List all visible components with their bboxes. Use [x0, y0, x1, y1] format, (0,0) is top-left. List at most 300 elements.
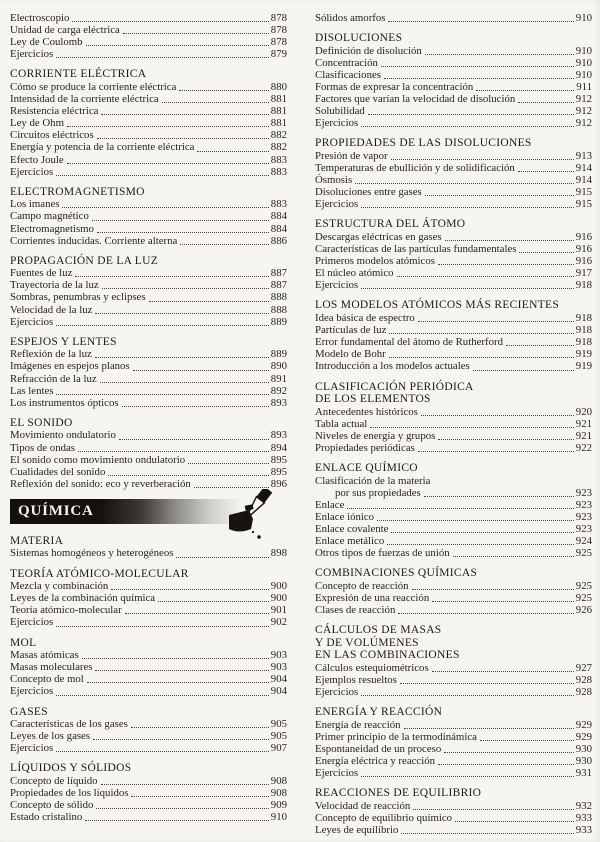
toc-entry — [10, 592, 287, 604]
section-heading: GASES — [10, 705, 48, 718]
toc-section — [10, 706, 287, 755]
toc-entry-page: 916 — [575, 243, 592, 256]
dotted-leader — [149, 301, 269, 302]
toc-entry — [10, 718, 287, 730]
section-heading: LÍQUIDOS Y SÓLIDOS — [10, 762, 132, 775]
toc-entry — [315, 523, 592, 535]
toc-entry — [315, 57, 592, 69]
toc-entry-page: 895 — [270, 465, 287, 478]
dotted-leader — [361, 776, 574, 777]
toc-entry-label: Espontaneidad de un proceso — [315, 743, 442, 756]
toc-entry-page: 882 — [270, 129, 287, 142]
toc-entry — [10, 673, 287, 685]
toc-section — [10, 568, 287, 629]
toc-section — [315, 381, 592, 455]
dotted-leader — [445, 240, 574, 241]
toc-entry-page: 910 — [575, 68, 592, 81]
toc-entry-page: 922 — [575, 442, 592, 454]
toc-entry — [10, 799, 287, 811]
dotted-leader — [194, 487, 269, 488]
toc-entry — [315, 243, 592, 255]
dotted-leader — [361, 126, 574, 127]
dotted-leader — [78, 451, 269, 452]
toc-entry — [10, 235, 287, 247]
toc-section — [315, 218, 592, 291]
dotted-leader — [56, 175, 269, 176]
toc-entry — [315, 45, 592, 57]
toc-entry — [10, 304, 287, 316]
toc-entry-label: Ejercicios — [315, 117, 359, 130]
dotted-leader — [391, 159, 574, 160]
toc-entry — [10, 580, 287, 592]
toc-entry — [10, 385, 287, 397]
dotted-leader — [401, 833, 573, 834]
section-heading: PROPAGACIÓN DE LA LUZ — [10, 254, 159, 267]
toc-entry — [315, 117, 592, 129]
toc-entry-label: Trayectoria de la luz — [10, 279, 99, 292]
toc-entry — [315, 81, 592, 93]
toc-entry-label: Ley de Coulomb — [10, 36, 83, 49]
toc-entry-label: Características de las partículas fundamentales — [315, 243, 517, 256]
toc-entry-page: 921 — [575, 417, 592, 430]
toc-entry — [315, 198, 592, 210]
dotted-leader — [162, 102, 269, 103]
dotted-leader — [85, 820, 269, 821]
toc-entry-label: Estado cristalino — [10, 811, 83, 824]
dotted-leader — [97, 138, 269, 139]
dotted-leader — [418, 321, 574, 322]
dotted-leader — [412, 589, 574, 590]
toc-entry-page: 933 — [575, 824, 592, 837]
toc-entry-label: Cálculos estequiométricos — [315, 662, 429, 674]
toc-entry-page: 926 — [575, 604, 592, 617]
toc-entry-page: 889 — [270, 348, 287, 361]
dotted-leader — [432, 671, 574, 672]
toc-entry-label: Ejercicios — [10, 616, 54, 629]
dotted-leader — [398, 613, 573, 614]
dotted-leader — [389, 357, 574, 358]
toc-entry-page: 918 — [575, 312, 592, 325]
toc-entry — [315, 267, 592, 279]
dotted-leader — [56, 394, 268, 395]
dotted-leader — [56, 695, 269, 696]
toc-entry — [315, 800, 592, 812]
toc-entry-label: Ejercicios — [315, 686, 359, 699]
toc-entry — [10, 649, 287, 661]
toc-entry-page: 918 — [575, 336, 592, 349]
toc-entry — [315, 547, 592, 559]
toc-entry-label: Concentración — [315, 56, 378, 69]
toc-entry-page: 925 — [575, 579, 592, 592]
dotted-leader — [95, 357, 269, 358]
toc-section — [315, 137, 592, 210]
dotted-leader — [111, 589, 268, 590]
toc-entry-page: 881 — [270, 93, 287, 106]
toc-entry-label: Los instrumentos ópticos — [10, 396, 119, 409]
toc-entry — [315, 580, 592, 592]
dotted-leader — [133, 370, 269, 371]
toc-entry — [10, 442, 287, 454]
toc-entry — [10, 316, 287, 328]
section-heading: Y DE VOLÚMENES — [315, 636, 419, 649]
toc-entry-page: 891 — [270, 372, 287, 385]
toc-entry-page: 925 — [575, 592, 592, 605]
toc-entry — [315, 442, 592, 454]
toc-entry-page: 881 — [270, 117, 287, 130]
toc-entry — [10, 466, 287, 478]
toc-section — [10, 336, 287, 409]
section-heading: TEORÍA ATÓMICO-MOLECULAR — [10, 567, 189, 580]
dotted-leader — [368, 114, 574, 115]
section-heading: EL SONIDO — [10, 416, 73, 429]
toc-entry-label: Ley de Ohm — [10, 117, 64, 130]
toc-entry-page: 902 — [270, 616, 287, 629]
toc-entry — [10, 348, 287, 360]
toc-entry-label: Fuentes de luz — [10, 267, 73, 280]
toc-section — [315, 12, 592, 24]
toc-entry — [10, 24, 287, 36]
dotted-leader — [476, 90, 574, 91]
toc-entry-page: 904 — [270, 685, 287, 698]
toc-entry-label: Circuitos eléctricos — [10, 129, 94, 142]
toc-entry-page: 883 — [270, 153, 287, 166]
dotted-leader — [101, 114, 268, 115]
toc-entry-label: Sólidos amorfos — [315, 12, 386, 24]
toc-entry-label: Niveles de energía y grupos — [315, 429, 436, 442]
chapter-banner — [10, 499, 287, 525]
toc-entry — [315, 767, 592, 779]
toc-entry — [10, 141, 287, 153]
toc-entry-page: 878 — [270, 12, 287, 24]
toc-entry-label: Cómo se produce la corriente eléctrica — [10, 80, 177, 93]
toc-entry-label: Electromagnetismo — [10, 222, 94, 235]
toc-entry — [315, 150, 592, 162]
toc-entry — [315, 731, 592, 743]
toc-entry-label: Mezcla y combinación — [10, 580, 109, 593]
dotted-leader — [75, 276, 268, 277]
toc-entry-label: Temperaturas de ebullición y de solidificación — [315, 162, 515, 175]
dotted-leader — [389, 333, 573, 334]
toc-section — [10, 186, 287, 247]
toc-entry-page: 900 — [270, 580, 287, 593]
dotted-leader — [56, 57, 269, 58]
toc-entry-label: Los imanes — [10, 198, 60, 211]
toc-entry — [315, 686, 592, 698]
toc-entry-page: 920 — [575, 405, 592, 418]
toc-entry-label: Enlace — [315, 498, 345, 511]
toc-entry-page: 913 — [575, 149, 592, 162]
toc-entry — [315, 418, 592, 430]
toc-entry-page: 910 — [575, 44, 592, 57]
toc-entry-page: 894 — [270, 441, 287, 454]
toc-entry-label: Refracción de la luz — [10, 372, 97, 385]
toc-entry-label: Resistencia eléctrica — [10, 105, 99, 118]
toc-entry-label: Formas de expresar la concentración — [315, 80, 474, 93]
toc-entry-page: 912 — [575, 93, 592, 106]
toc-entry-label: Propiedades de los líquidos — [10, 787, 129, 800]
ink-bottle-pen-icon — [219, 489, 275, 543]
toc-entry-page: 928 — [575, 686, 592, 699]
toc-entry-label: Leyes de equilibrio — [315, 824, 399, 837]
dotted-leader — [131, 727, 269, 728]
toc-entry-page: 901 — [270, 604, 287, 617]
dotted-leader — [95, 670, 268, 671]
dotted-leader — [131, 796, 268, 797]
toc-entry-page: 905 — [270, 718, 287, 731]
toc-entry-page: 917 — [575, 267, 592, 280]
toc-entry — [315, 255, 592, 267]
toc-columns — [10, 12, 592, 836]
dotted-leader — [432, 601, 574, 602]
toc-entry — [10, 787, 287, 799]
toc-entry-label: Concepto de mol — [10, 673, 84, 686]
toc-entry-label: Efecto Joule — [10, 153, 64, 166]
toc-entry-page: 923 — [575, 486, 592, 499]
section-heading: DISOLUCIONES — [315, 32, 403, 45]
toc-entry — [315, 174, 592, 186]
toc-entry-page: 918 — [575, 279, 592, 292]
dotted-leader — [355, 183, 574, 184]
toc-entry-label: Masas moleculares — [10, 661, 93, 674]
toc-entry-label: Concepto de equilibrio químico — [315, 812, 453, 825]
dotted-leader — [424, 496, 574, 497]
toc-entry — [315, 719, 592, 731]
toc-entry-label: El núcleo atómico — [315, 267, 394, 280]
toc-entry — [10, 210, 287, 222]
toc-entry-label: Velocidad de la luz — [10, 303, 93, 316]
toc-entry-label: Sombras, penumbras y eclipses — [10, 291, 146, 304]
dotted-leader — [413, 809, 573, 810]
dotted-leader — [67, 163, 269, 164]
toc-entry-page: 928 — [575, 674, 592, 687]
toc-entry — [10, 811, 287, 823]
toc-entry-page: 910 — [270, 811, 287, 824]
toc-entry-page: 915 — [575, 198, 592, 211]
toc-entry-label: Ejercicios — [315, 767, 359, 780]
toc-entry — [10, 685, 287, 697]
dotted-leader — [418, 451, 574, 452]
section-heading: LOS MODELOS ATÓMICOS MÁS RECIENTES — [315, 299, 560, 312]
toc-entry-label: Clases de reacción — [315, 604, 396, 617]
toc-entry — [10, 291, 287, 303]
toc-entry-page: 905 — [270, 730, 287, 743]
toc-entry-page: 904 — [270, 673, 287, 686]
toc-section — [315, 624, 592, 698]
toc-entry-page: 929 — [575, 718, 592, 731]
toc-entry-page: 924 — [575, 535, 592, 548]
toc-entry-page: 895 — [270, 453, 287, 466]
toc-entry-label: Descargas eléctricas en gases — [315, 231, 442, 243]
dotted-leader — [361, 695, 574, 696]
toc-entry-label: Unidad de carga eléctrica — [10, 24, 120, 37]
toc-entry — [10, 48, 287, 60]
dotted-leader — [388, 21, 573, 22]
section-heading: PROPIEDADES DE LAS DISOLUCIONES — [315, 137, 532, 150]
dotted-leader — [518, 171, 574, 172]
toc-entry — [10, 279, 287, 291]
toc-entry-label: Enlace covalente — [315, 523, 389, 536]
toc-entry — [10, 154, 287, 166]
toc-entry-page: 914 — [575, 174, 592, 187]
toc-entry-page: 878 — [270, 24, 287, 37]
toc-section — [315, 787, 592, 836]
toc-entry-label: Primeros modelos atómicos — [315, 255, 435, 268]
toc-entry — [315, 12, 592, 24]
toc-entry — [10, 604, 287, 616]
toc-entry-page: 889 — [270, 315, 287, 328]
toc-entry-page: 919 — [575, 348, 592, 361]
toc-entry-label: Enlace metálico — [315, 535, 385, 548]
toc-entry-label: Ejercicios — [10, 685, 54, 698]
toc-entry-label: Ejemplos resueltos — [315, 674, 397, 687]
toc-entry-page: 896 — [270, 477, 287, 490]
toc-entry-label: Imágenes en espejos planos — [10, 360, 130, 373]
dotted-leader — [347, 508, 573, 509]
toc-entry — [315, 324, 592, 336]
toc-entry-page: 914 — [575, 162, 592, 175]
toc-entry-page: 923 — [575, 498, 592, 511]
toc-entry-page: 908 — [270, 787, 287, 800]
toc-entry-label: Antecedentes históricos — [315, 405, 418, 418]
toc-entry — [10, 93, 287, 105]
toc-entry — [10, 12, 287, 24]
toc-entry-label: Reflexión de la luz — [10, 348, 92, 361]
toc-entry-page: 900 — [270, 592, 287, 605]
toc-entry-label: Ejercicios — [315, 198, 359, 211]
toc-entry-label: Teoría atómico-molecular — [10, 604, 122, 617]
dotted-leader — [387, 544, 574, 545]
toc-entry-page: 916 — [575, 231, 592, 243]
toc-entry-page: 883 — [270, 165, 287, 178]
dotted-leader — [123, 33, 269, 34]
toc-entry-page: 882 — [270, 141, 287, 154]
dotted-leader — [197, 151, 268, 152]
toc-entry — [315, 231, 592, 243]
toc-entry-label: Definición de disolución — [315, 44, 422, 57]
dotted-leader — [100, 382, 269, 383]
toc-entry — [315, 430, 592, 442]
toc-entry-label: Energía de reacción — [315, 718, 401, 731]
dotted-leader — [97, 232, 269, 233]
toc-entry-page: 903 — [270, 661, 287, 674]
toc-entry — [10, 105, 287, 117]
section-heading: MOL — [10, 636, 37, 649]
dotted-leader — [56, 751, 269, 752]
toc-entry — [315, 360, 592, 372]
toc-entry-page: 893 — [270, 396, 287, 409]
toc-entry-label: Movimiento ondulatorio — [10, 429, 116, 442]
toc-entry-page: 923 — [575, 510, 592, 523]
toc-section — [315, 567, 592, 616]
toc-entry — [315, 475, 592, 487]
dotted-leader — [95, 313, 268, 314]
section-heading: CÁLCULOS DE MASAS — [315, 624, 442, 637]
dotted-leader — [93, 739, 269, 740]
toc-entry-label: Velocidad de reacción — [315, 799, 411, 812]
toc-entry — [315, 535, 592, 547]
dotted-leader — [179, 90, 268, 91]
section-heading: CORRIENTE ELÉCTRICA — [10, 68, 147, 81]
toc-entry-label: Clasificación de la materia — [315, 474, 431, 487]
toc-entry-page: 881 — [270, 105, 287, 118]
toc-section — [10, 417, 287, 490]
toc-section — [315, 462, 592, 559]
toc-entry-label: Ejercicios — [10, 165, 54, 178]
toc-entry-page: 912 — [575, 117, 592, 130]
dotted-leader — [453, 556, 574, 557]
toc-entry-label: Masas atómicas — [10, 649, 79, 662]
dotted-leader — [125, 613, 269, 614]
chapter-title: QUÍMICA — [18, 502, 94, 519]
toc-entry-page: 925 — [575, 547, 592, 560]
section-heading: CLASIFICACIÓN PERIÓDICA — [315, 380, 474, 393]
toc-entry — [315, 755, 592, 767]
toc-entry — [315, 105, 592, 117]
toc-entry — [315, 812, 592, 824]
toc-entry-page: 930 — [575, 743, 592, 756]
toc-entry-label: Energía eléctrica y reacción — [315, 755, 435, 768]
dotted-leader — [119, 439, 269, 440]
toc-entry-page: 908 — [270, 774, 287, 787]
toc-entry-label: Corrientes inducidas. Corriente alterna — [10, 234, 178, 247]
toc-entry-page: 884 — [270, 210, 287, 223]
toc-section — [10, 255, 287, 328]
toc-entry — [10, 36, 287, 48]
dotted-leader — [62, 207, 268, 208]
toc-entry-label: Características de los gases — [10, 718, 128, 731]
dotted-leader — [506, 345, 574, 346]
toc-entry — [10, 223, 287, 235]
toc-entry-page: 888 — [270, 303, 287, 316]
toc-entry-label: Idea básica de espectro — [315, 312, 415, 325]
section-heading: REACCIONES DE EQUILIBRIO — [315, 787, 482, 800]
toc-entry-page: 878 — [270, 36, 287, 49]
dotted-leader — [108, 475, 268, 476]
toc-entry — [10, 661, 287, 673]
toc-entry — [10, 547, 287, 559]
toc-entry — [10, 198, 287, 210]
toc-entry — [10, 397, 287, 409]
toc-entry-page: 898 — [270, 547, 287, 560]
dotted-leader — [444, 752, 574, 753]
toc-entry-label: Primer principio de la termodinámica — [315, 730, 477, 743]
toc-entry-label: Reflexión del sonido: eco y reverberación — [10, 477, 191, 490]
dotted-leader — [56, 626, 269, 627]
dotted-leader — [72, 21, 268, 22]
toc-entry-page: 912 — [575, 105, 592, 118]
toc-entry-label: Leyes de los gases — [10, 730, 91, 743]
toc-entry-page: 921 — [575, 429, 592, 442]
toc-entry-label: por sus propiedades — [335, 486, 421, 499]
toc-entry-label: Leyes de la combinación química — [10, 592, 156, 605]
toc-entry — [315, 406, 592, 418]
toc-entry-label: Modelo de Bohr — [315, 348, 386, 361]
toc-entry-page: 887 — [270, 267, 287, 280]
toc-entry-page: 911 — [576, 80, 592, 93]
toc-entry — [10, 730, 287, 742]
dotted-leader — [425, 195, 574, 196]
toc-entry — [10, 616, 287, 628]
section-heading: MATERIA — [10, 534, 64, 547]
dotted-leader — [438, 264, 574, 265]
toc-entry-label: Presión de vapor — [315, 149, 388, 162]
toc-entry-page: 884 — [270, 222, 287, 235]
dotted-leader — [96, 808, 268, 809]
dotted-leader — [188, 463, 269, 464]
dotted-leader — [384, 78, 574, 79]
section-heading: ESTRUCTURA DEL ÁTOMO — [315, 218, 466, 231]
toc-entry-label: Partículas de luz — [315, 324, 387, 337]
